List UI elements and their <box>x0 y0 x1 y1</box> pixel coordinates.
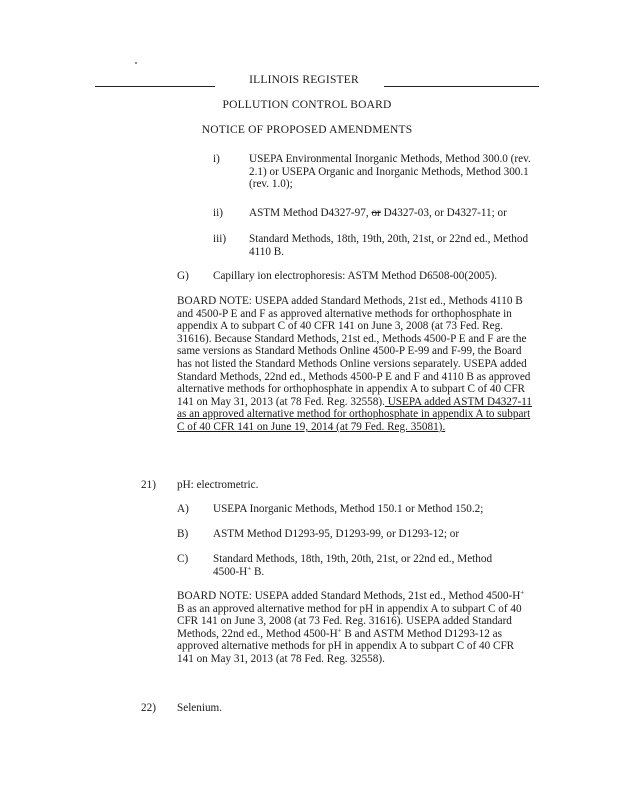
section-label: 22) <box>141 702 156 714</box>
item-label: A) <box>177 503 189 515</box>
section-text: pH: electrometric. <box>177 479 259 491</box>
subitem-label: i) <box>213 153 220 165</box>
board-name: POLLUTION CONTROL BOARD <box>222 99 392 111</box>
subitem-label: iii) <box>213 233 227 245</box>
subitem-text: ASTM Method D4327-97, or D4327-03, or D4327-11; or <box>249 207 507 219</box>
register-title: ILLINOIS REGISTER <box>249 74 359 86</box>
scan-speck <box>135 62 137 64</box>
section-text: Selenium. <box>177 702 223 714</box>
subitem-text: Standard Methods, 18th, 19th, 20th, 21st, or 22nd ed., Method 4110 B. <box>249 233 529 258</box>
item-text: Capillary ion electrophoresis: ASTM Method D6508-00(2005). <box>213 270 497 282</box>
item-label: G) <box>177 270 189 282</box>
added-text: USEPA added ASTM D4327-11 as an approved alternative method for orthophosphate in appendix A to subpart C of 40 CFR 141 on June 19, 2014 (at 79 Fed. Reg. 35081). <box>177 395 532 433</box>
item-label: B) <box>177 528 189 540</box>
subitem-text: USEPA Environmental Inorganic Methods, Method 300.0 (rev. 2.1) or USEPA Organic and Inorganic Methods, Method 300.1 (rev. 1.0); <box>249 153 531 191</box>
board-note: BOARD NOTE: USEPA added Standard Methods, 21st ed., Method 4500-H+ B as an approved alternative method for pH in appendix A to subpart C of 40 CFR 141 on June 3, 2008 (at 73 Fed. Reg. 31616). USEPA added Standard Methods, 22nd ed., Method 4500-H+ B and ASTM Method D1293-12 as approved alternative methods for pH in appendix A to subpart C of 40 CFR 141 on May 31, 2013 (at 78 Fed. Reg. 32558). <box>177 588 525 665</box>
section-label: 21) <box>141 479 156 491</box>
item-text: Standard Methods, 18th, 19th, 20th, 21st, or 22nd ed., Method 4500-H+ B. <box>213 553 493 578</box>
header-rule-right <box>384 86 539 87</box>
header-rule-left <box>95 86 215 87</box>
item-label: C) <box>177 553 189 565</box>
notice-title: NOTICE OF PROPOSED AMENDMENTS <box>201 124 413 136</box>
item-text: ASTM Method D1293-95, D1293-99, or D1293-12; or <box>213 528 460 540</box>
item-text: USEPA Inorganic Methods, Method 150.1 or Method 150.2; <box>213 503 484 515</box>
struck-text: or <box>371 207 381 219</box>
subitem-label: ii) <box>213 207 223 219</box>
board-note: BOARD NOTE: USEPA added Standard Methods, 21st ed., Methods 4110 B and 4500-P E and F as approved alternative methods for orthophosphate in appendix A to subpart C of 40 CFR 141 on June 3, 2008 (at 73 Fed. Reg. 31616). Because Standard Methods, 21st ed., Methods 4500-P E and F are the same versions as Standard Methods Online 4500-P E-99 and F-99, the Board has not listed the Standard Methods Online versions separately. USEPA added Standard Methods, 22nd ed., Methods 4500-P E and F and 4110 B as approved alternative methods for orthophosphate in appendix A to subpart C of 40 CFR 141 on May 31, 2013 (at 78 Fed. Reg. 32558). USEPA added ASTM D4327-11 as an approved alternative method for orthophosphate in appendix A to subpart C of 40 CFR 141 on June 19, 2014 (at 79 Fed. Reg. 35081). <box>177 295 532 433</box>
